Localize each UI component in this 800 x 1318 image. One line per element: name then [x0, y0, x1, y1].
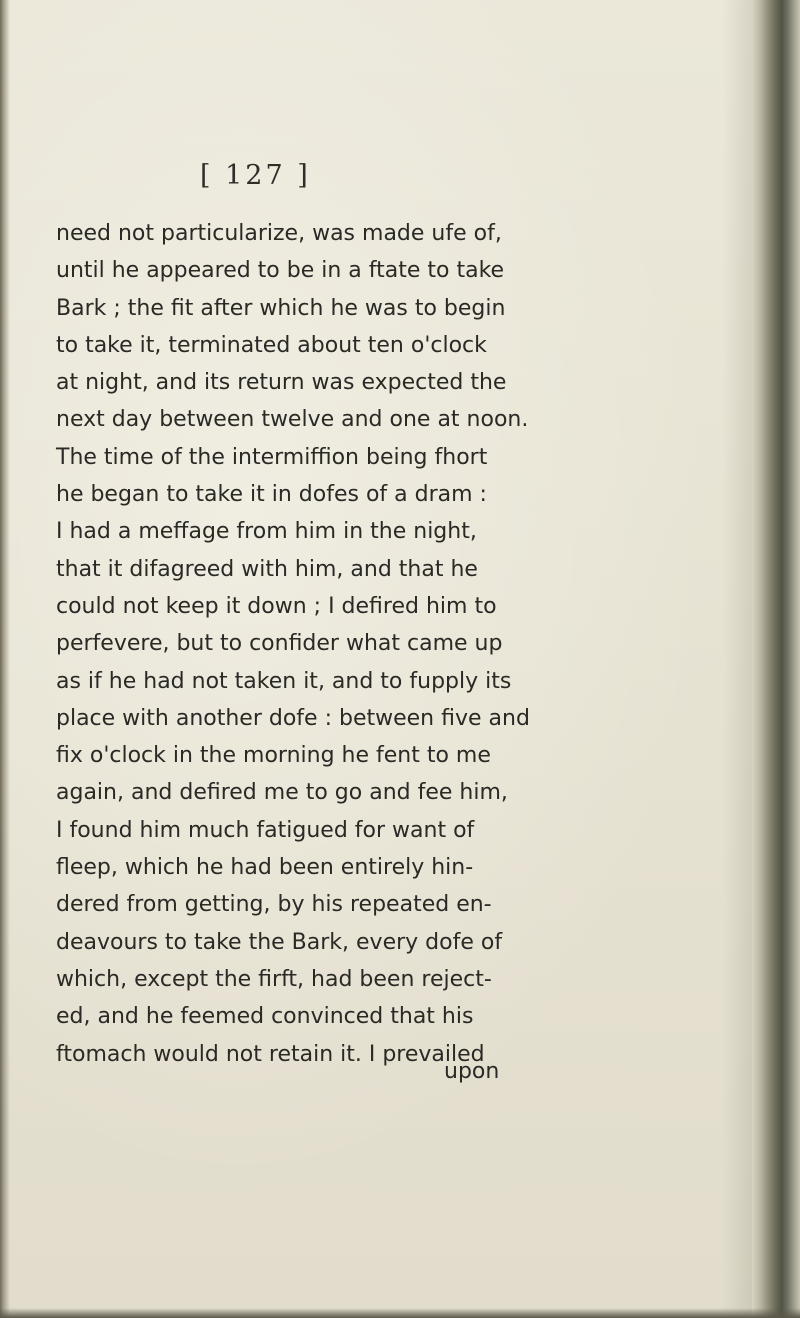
book-gutter [752, 0, 800, 1318]
text-line: I had a meffage from him in the night, [56, 519, 477, 545]
text-line: place with another dofe : between five and [56, 705, 530, 731]
text-line: deavours to take the Bark, every dofe of [56, 929, 503, 955]
page-number-header: [ 127 ] [200, 160, 311, 191]
page-left-edge [0, 0, 10, 1318]
text-line: until he appeared to be in a ftate to take [56, 258, 505, 284]
text-line: Bark ; the fit after which he was to begin [56, 295, 506, 321]
text-line: I found him much fatigued for want of [56, 817, 475, 843]
text-line: could not keep it down ; I defired him to [56, 593, 497, 619]
text-line: perfevere, but to confider what came up [56, 631, 503, 657]
text-line: ftomach would not retain it. I prevailed [56, 1041, 485, 1067]
text-line: fix o'clock in the morning he fent to me [56, 743, 491, 769]
text-line: again, and defired me to go and fee him, [56, 780, 508, 806]
body-text [56, 215, 546, 1073]
text-line: ed, and he feemed convinced that his [56, 1004, 474, 1030]
text-line: dered from getting, by his repeated en- [56, 892, 492, 918]
text-line: at night, and its return was expected the [56, 370, 507, 396]
text-line: fleep, which he had been entirely hin- [56, 855, 474, 881]
text-line: to take it, terminated about ten o'clock [56, 332, 487, 358]
page-bottom-edge [0, 1308, 800, 1318]
text-line: The time of the intermiffion being fhort [56, 444, 488, 470]
text-line: which, except the firft, had been reject- [56, 966, 492, 992]
text-line: need not particularize, was made ufe of, [56, 221, 502, 246]
catchword: upon [444, 1059, 500, 1084]
text-line: as if he had not taken it, and to fupply its [56, 668, 512, 694]
text-line: that it difagreed with him, and that he [56, 556, 478, 582]
text-line: he began to take it in dofes of a dram : [56, 482, 487, 508]
text-line: next day between twelve and one at noon. [56, 407, 529, 433]
gutter-shadow [722, 0, 752, 1318]
